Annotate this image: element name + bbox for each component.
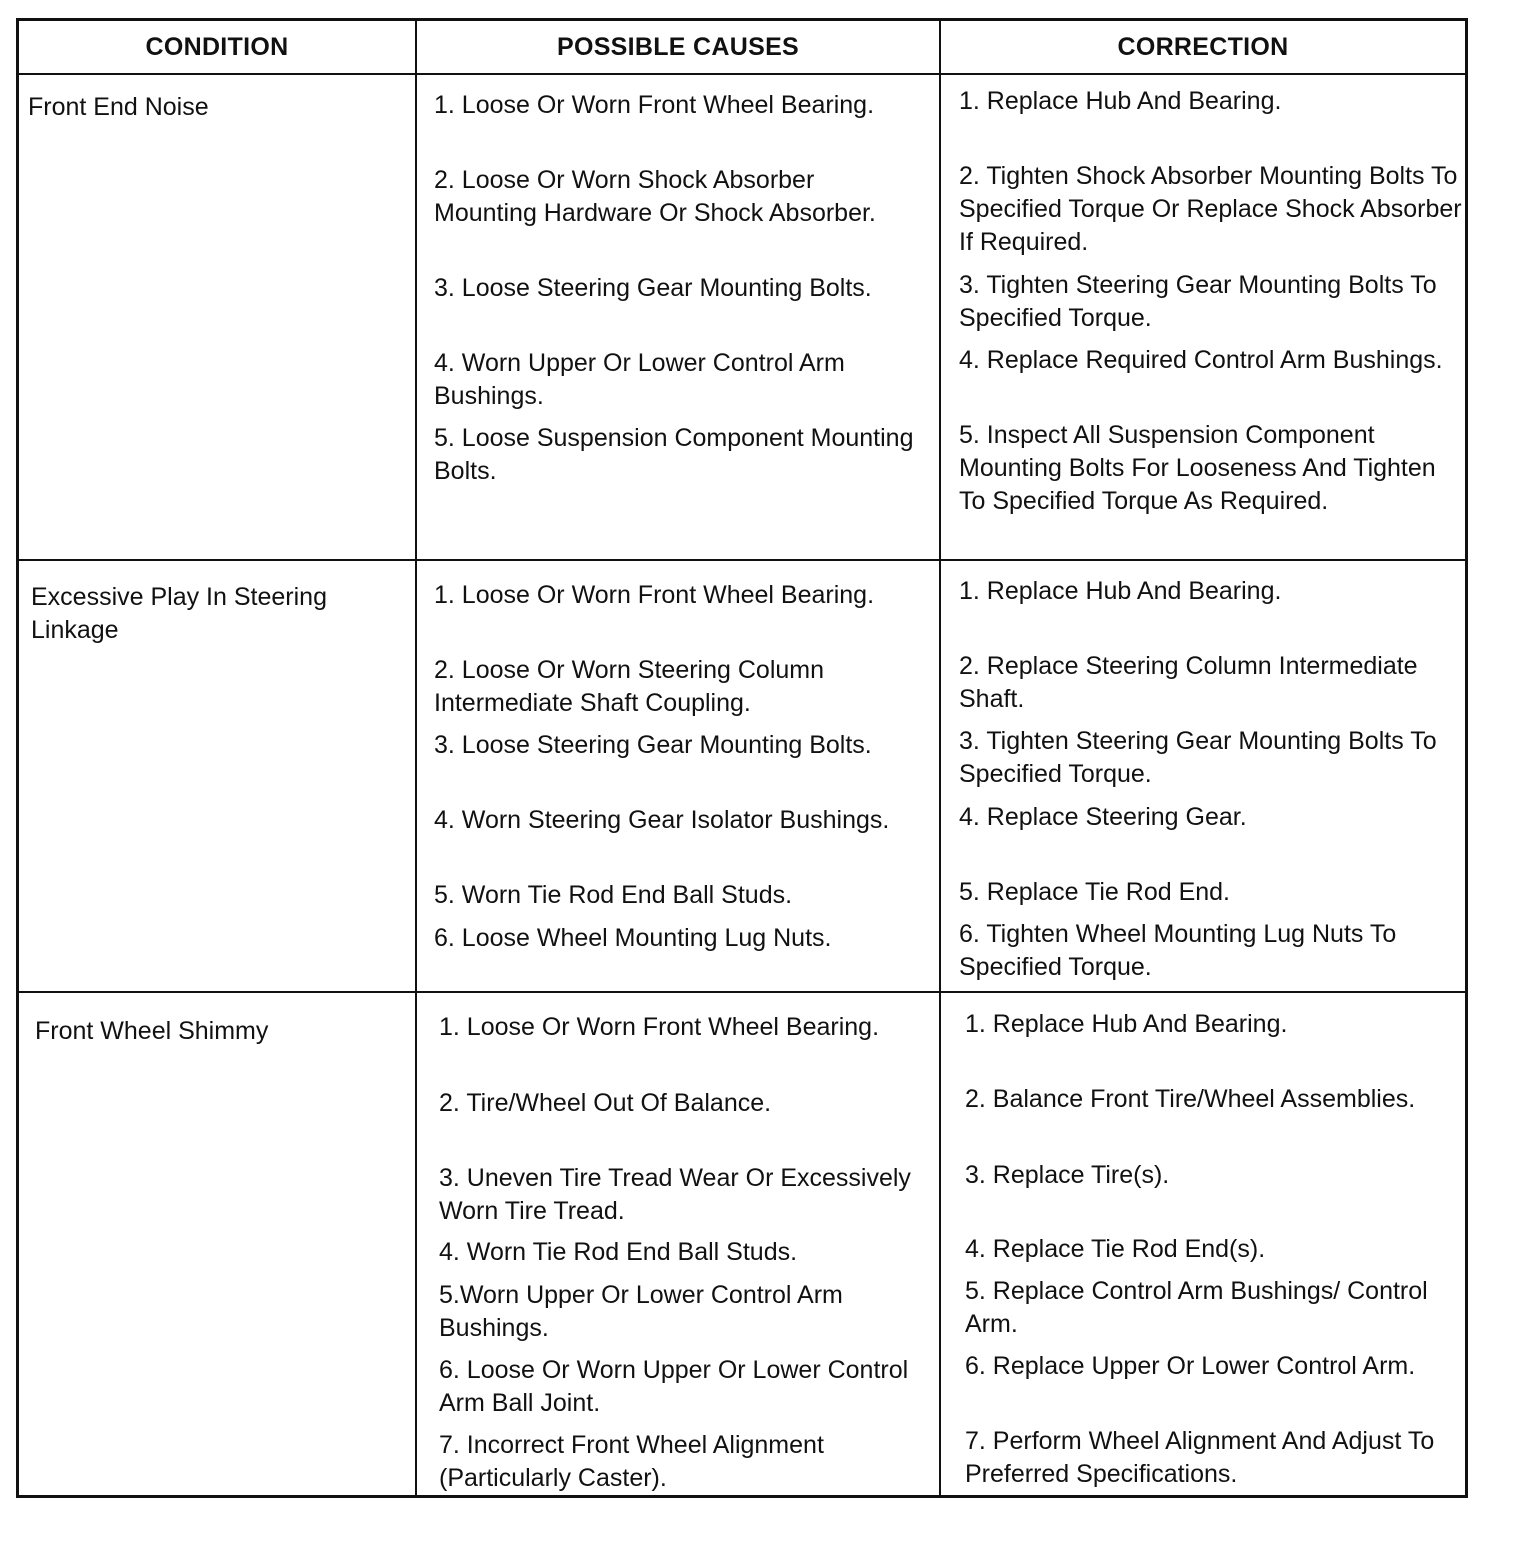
correction-item: 3. Tighten Steering Gear Mounting Bolts To Specified Torque. bbox=[959, 727, 1437, 788]
cause-item: 6. Loose Wheel Mounting Lug Nuts. bbox=[434, 924, 832, 952]
header-condition: CONDITION bbox=[145, 32, 289, 61]
correction-item: 2. Balance Front Tire/Wheel Assemblies. bbox=[965, 1085, 1416, 1113]
correction-item: 7. Perform Wheel Alignment And Adjust To Preferred Specifications. bbox=[965, 1427, 1435, 1488]
correction-item: 5. Inspect All Suspension Component Mounting Bolts For Looseness And Tighten To Specified Torque As Required. bbox=[959, 421, 1436, 515]
condition-cell: Excessive Play In Steering Linkage bbox=[31, 583, 327, 644]
correction-item: 3. Tighten Steering Gear Mounting Bolts To Specified Torque. bbox=[959, 271, 1437, 332]
troubleshooting-table bbox=[16, 18, 1468, 1498]
column-divider-1 bbox=[415, 21, 417, 1495]
correction-item: 4. Replace Tie Rod End(s). bbox=[965, 1235, 1266, 1263]
condition-cell: Front Wheel Shimmy bbox=[35, 1017, 269, 1045]
correction-item: 3. Replace Tire(s). bbox=[965, 1161, 1170, 1189]
cause-item: 5.Worn Upper Or Lower Control Arm Bushings. bbox=[439, 1281, 843, 1342]
table-header-row bbox=[19, 21, 1465, 75]
cause-item: 1. Loose Or Worn Front Wheel Bearing. bbox=[434, 581, 875, 609]
cause-item: 4. Worn Steering Gear Isolator Bushings. bbox=[434, 806, 890, 834]
header-possible-causes: POSSIBLE CAUSES bbox=[556, 32, 800, 61]
header-correction: CORRECTION bbox=[1117, 32, 1289, 61]
cause-item: 6. Loose Or Worn Upper Or Lower Control Arm Ball Joint. bbox=[439, 1356, 909, 1417]
cause-item: 2. Tire/Wheel Out Of Balance. bbox=[439, 1089, 772, 1117]
cause-item: 4. Worn Upper Or Lower Control Arm Bushings. bbox=[434, 349, 845, 410]
cause-item: 4. Worn Tie Rod End Ball Studs. bbox=[439, 1238, 798, 1266]
cause-item: 7. Incorrect Front Wheel Alignment (Particularly Caster). bbox=[439, 1431, 824, 1492]
correction-item: 6. Replace Upper Or Lower Control Arm. bbox=[965, 1352, 1416, 1380]
correction-item: 1. Replace Hub And Bearing. bbox=[959, 577, 1282, 605]
correction-item: 4. Replace Steering Gear. bbox=[959, 803, 1247, 831]
cause-item: 3. Uneven Tire Tread Wear Or Excessively Worn Tire Tread. bbox=[439, 1164, 911, 1225]
cause-item: 5. Loose Suspension Component Mounting Bolts. bbox=[434, 424, 914, 485]
column-divider-2 bbox=[939, 21, 941, 1495]
cause-item: 2. Loose Or Worn Steering Column Intermediate Shaft Coupling. bbox=[434, 656, 825, 717]
condition-cell: Front End Noise bbox=[28, 93, 209, 121]
correction-item: 4. Replace Required Control Arm Bushings. bbox=[959, 346, 1443, 374]
correction-item: 2. Tighten Shock Absorber Mounting Bolts To Specified Torque Or Replace Shock Absorber If Required. bbox=[959, 162, 1462, 256]
cause-item: 3. Loose Steering Gear Mounting Bolts. bbox=[434, 274, 872, 302]
cause-item: 2. Loose Or Worn Shock Absorber Mounting Hardware Or Shock Absorber. bbox=[434, 166, 876, 227]
cause-item: 1. Loose Or Worn Front Wheel Bearing. bbox=[439, 1013, 880, 1041]
row-divider-1 bbox=[19, 559, 1465, 561]
correction-item: 1. Replace Hub And Bearing. bbox=[965, 1010, 1288, 1038]
correction-item: 6. Tighten Wheel Mounting Lug Nuts To Specified Torque. bbox=[959, 920, 1397, 981]
cause-item: 3. Loose Steering Gear Mounting Bolts. bbox=[434, 731, 872, 759]
correction-item: 5. Replace Control Arm Bushings/ Control Arm. bbox=[965, 1277, 1428, 1338]
row-divider-2 bbox=[19, 991, 1465, 993]
correction-item: 5. Replace Tie Rod End. bbox=[959, 878, 1230, 906]
correction-item: 1. Replace Hub And Bearing. bbox=[959, 87, 1282, 115]
cause-item: 1. Loose Or Worn Front Wheel Bearing. bbox=[434, 91, 875, 119]
correction-item: 2. Replace Steering Column Intermediate Shaft. bbox=[959, 652, 1418, 713]
cause-item: 5. Worn Tie Rod End Ball Studs. bbox=[434, 881, 793, 909]
